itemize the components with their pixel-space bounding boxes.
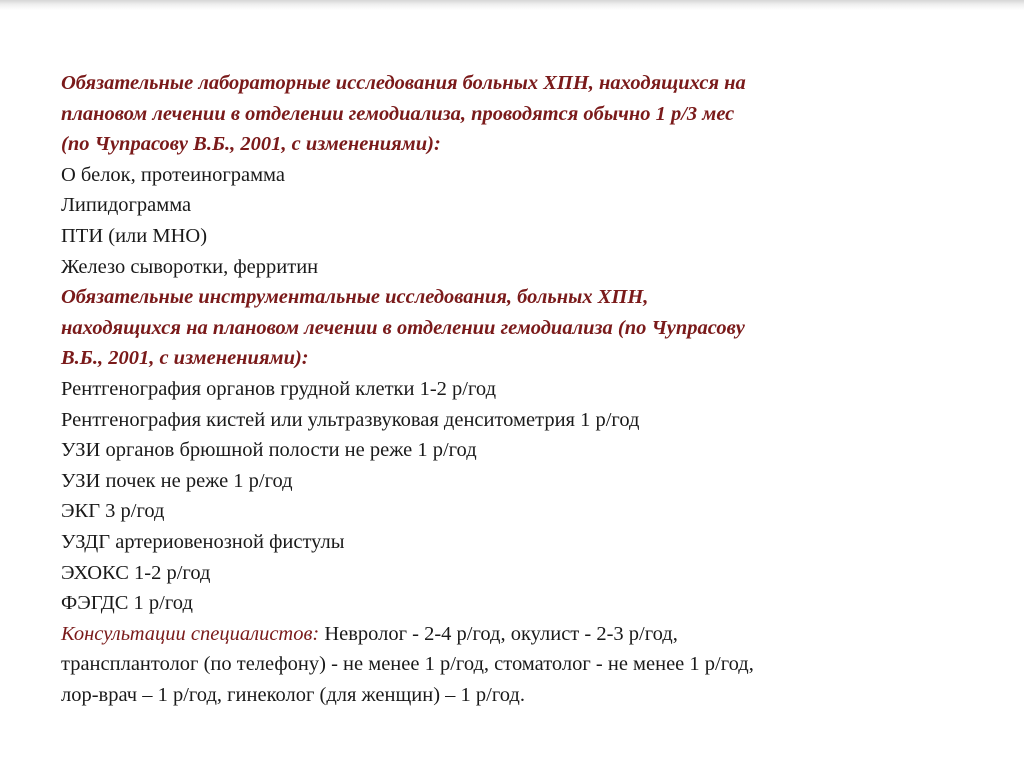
lab-list-item: О белок, протеинограмма <box>61 163 285 186</box>
instrumental-heading-line: Обязательные инструментальные исследования, больных ХПН, <box>61 286 649 309</box>
lab-heading-line: Обязательные лабораторные исследования больных ХПН, находящихся на <box>61 72 746 94</box>
lab-list-item: ПТИ (или МНО) <box>61 224 208 247</box>
consultations-line: трансплантолог (по телефону) - не менее 1 р/год, стоматолог - не менее 1 р/год, <box>61 653 754 676</box>
slide-content <box>61 68 961 710</box>
consultations-line <box>61 619 961 650</box>
consultations-text: Невролог - 2-4 р/год, окулист - 2-3 р/год, <box>319 622 678 645</box>
instrumental-list-item: УЗИ почек не реже 1 р/год <box>61 469 293 492</box>
instrumental-heading-line: В.Б., 2001, с изменениями): <box>61 347 309 370</box>
consultations-label: Консультации специалистов: <box>61 622 320 645</box>
lab-section-list <box>61 160 961 282</box>
instrumental-heading-line: находящихся на плановом лечении в отделении гемодиализа (по Чупрасову <box>61 316 745 339</box>
instrumental-list-item: УЗДГ артериовенозной фистулы <box>61 530 345 553</box>
instrumental-list-item: Рентгенография кистей или ультразвуковая денситометрия 1 р/год <box>61 408 640 431</box>
lab-heading-line: плановом лечении в отделении гемодиализа, проводятся обычно 1 р/3 мес <box>61 102 735 125</box>
lab-section-heading <box>61 68 961 160</box>
instrumental-list-item: ФЭГДС 1 р/год <box>61 592 193 615</box>
slide-top-shadow <box>0 0 1024 10</box>
instrumental-list-item: УЗИ органов брюшной полости не реже 1 р/год <box>61 439 477 462</box>
lab-list-item: Липидограмма <box>61 194 192 217</box>
consultations-paragraph <box>61 619 961 711</box>
lab-heading-line: (по Чупрасову В.Б., 2001, с изменениями): <box>61 133 441 156</box>
instrumental-section-heading <box>61 282 961 374</box>
instrumental-list-item: ЭХОКС 1-2 р/год <box>61 561 211 584</box>
lab-list-item: Железо сыворотки, ферритин <box>61 255 319 278</box>
instrumental-list-item: ЭКГ 3 р/год <box>61 500 165 523</box>
instrumental-list-item: Рентгенография органов грудной клетки 1-2 р/год <box>61 377 496 400</box>
instrumental-section-list <box>61 374 961 619</box>
consultations-line: лор-врач – 1 р/год, гинеколог (для женщин) – 1 р/год. <box>61 683 525 706</box>
